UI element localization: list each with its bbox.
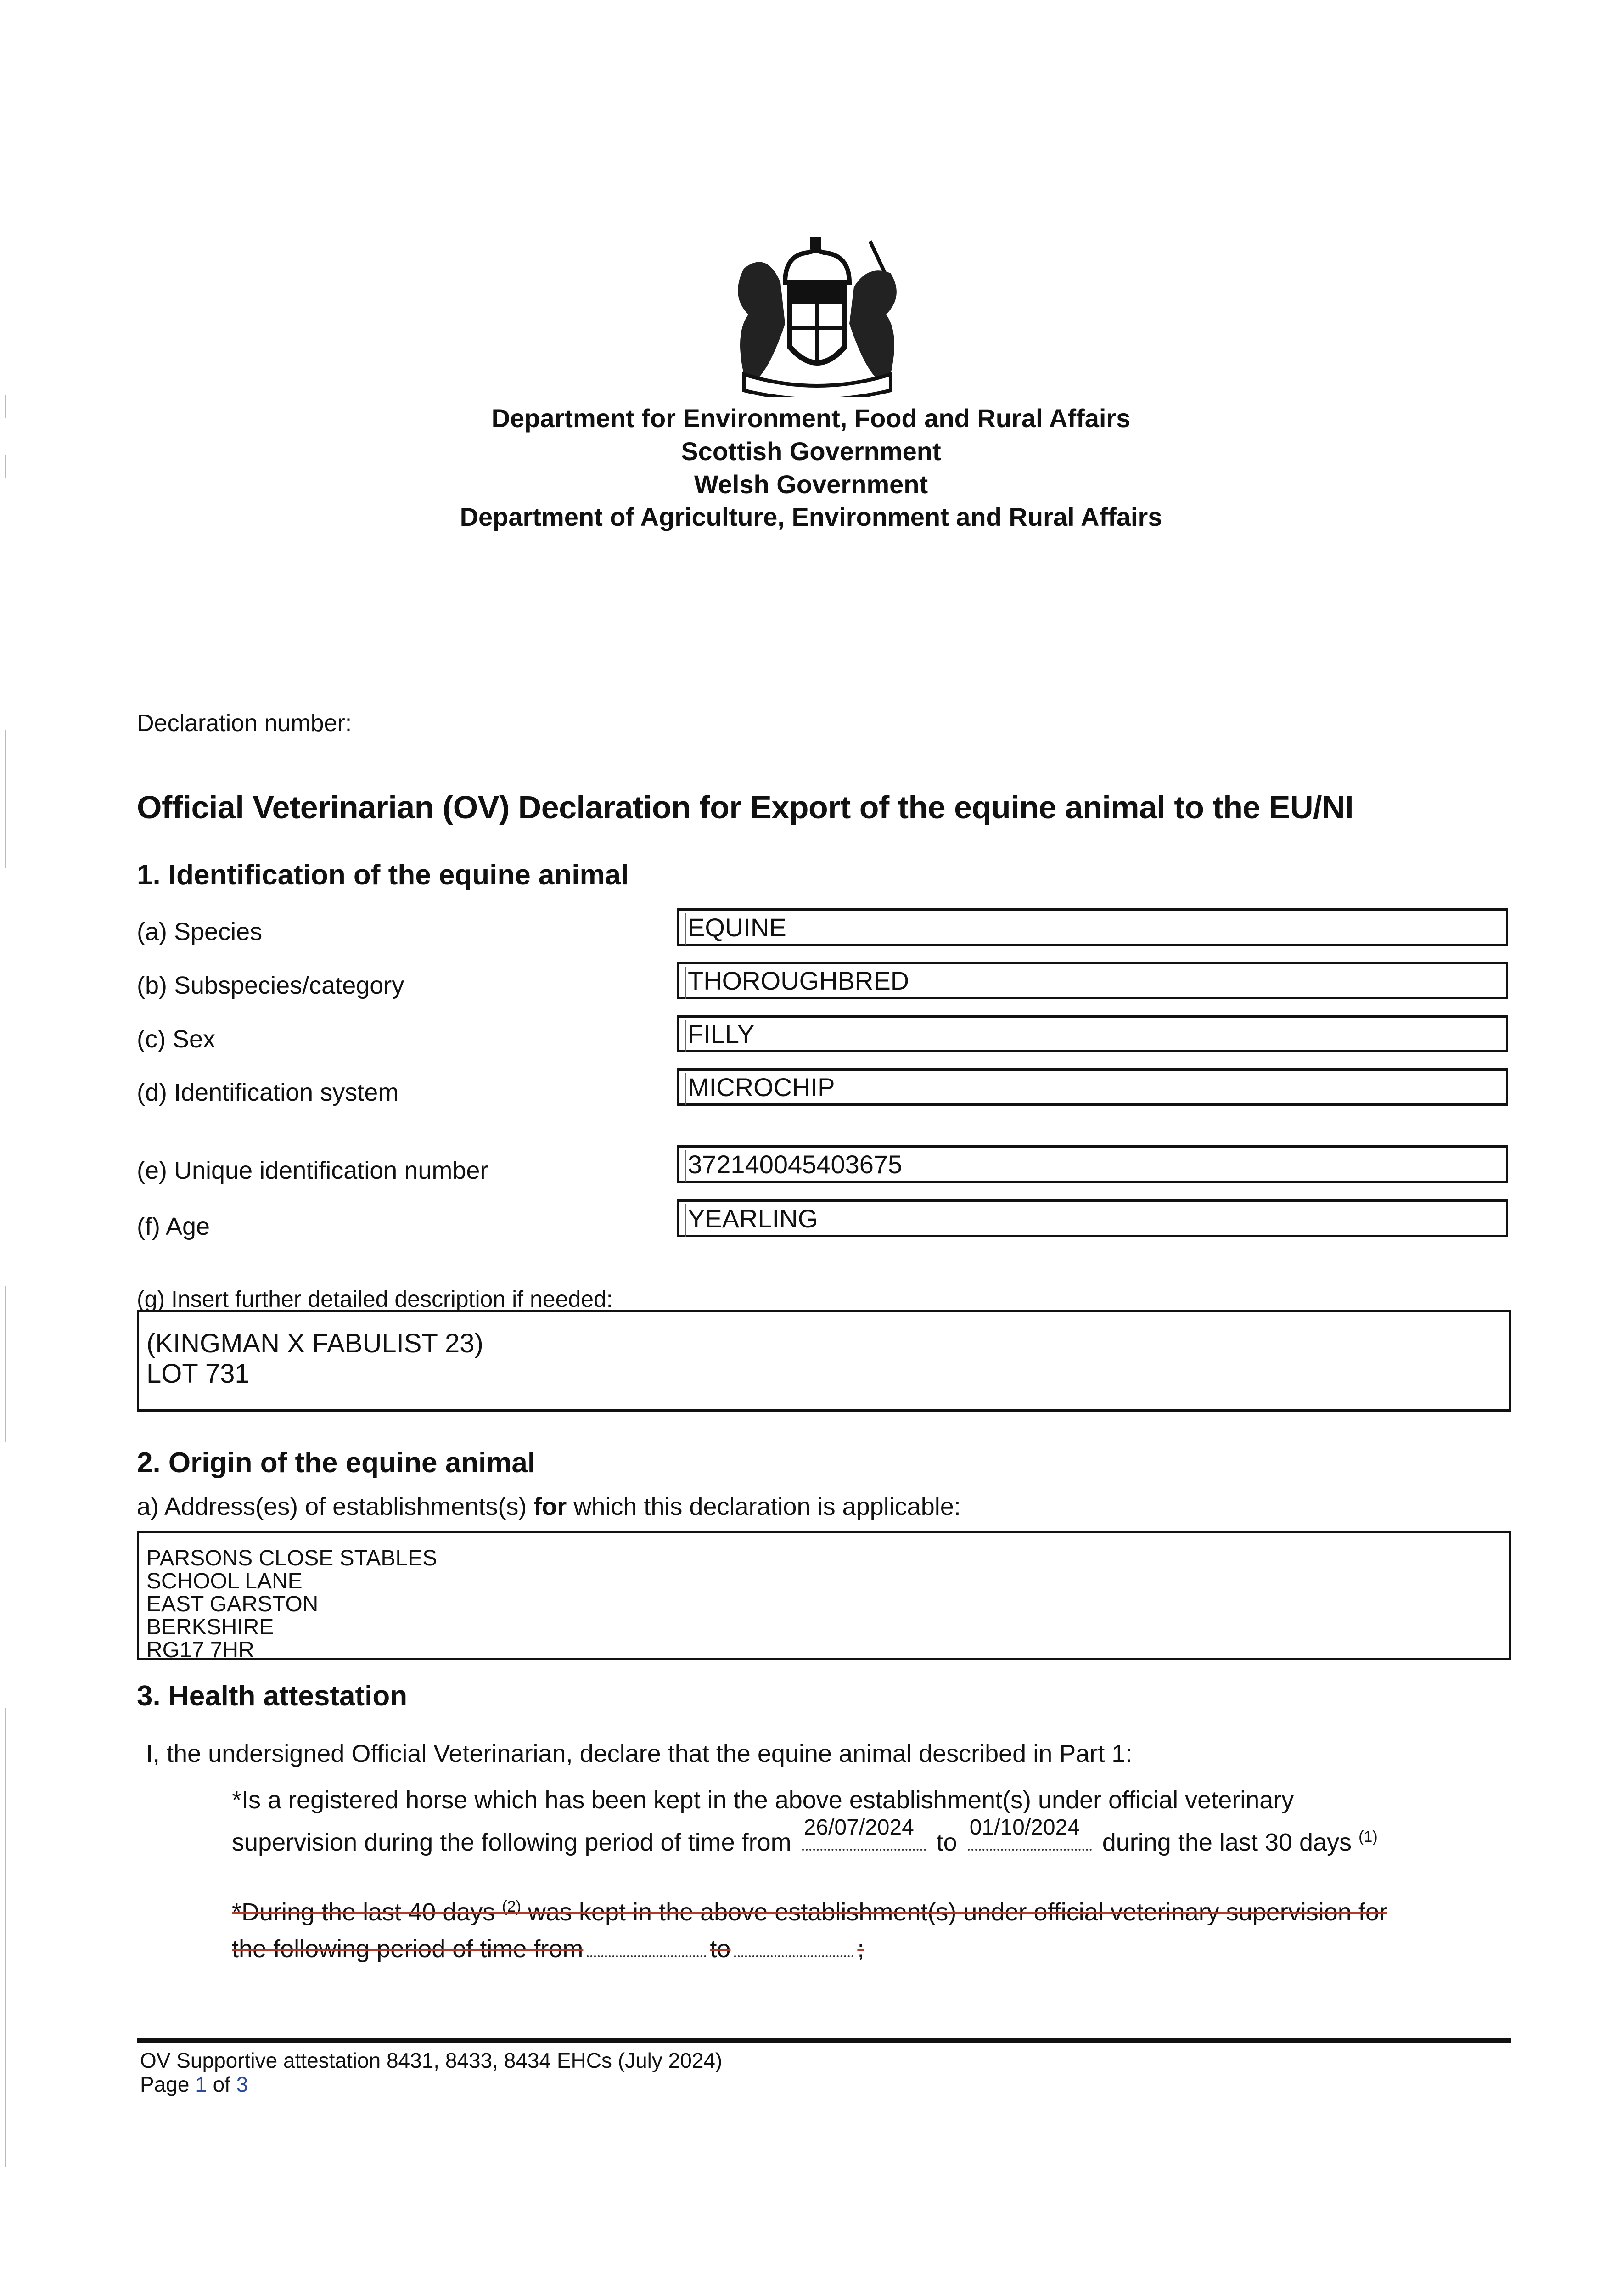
period-text: supervision during the following period of time from bbox=[232, 1829, 791, 1856]
species-field[interactable] bbox=[677, 908, 1508, 946]
date-to-field[interactable] bbox=[968, 1815, 1092, 1851]
address-line: EAST GARSTON bbox=[146, 1592, 319, 1616]
struck-text: was kept in the above establishment(s) under official veterinary supervision for bbox=[528, 1898, 1387, 1926]
royal-coat-of-arms-icon bbox=[716, 232, 918, 397]
footer-divider bbox=[137, 2038, 1511, 2043]
department-daera: Department of Agriculture, Environment and Rural Affairs bbox=[460, 502, 1162, 531]
page-total: 3 bbox=[236, 2072, 248, 2096]
sex-label: (c) Sex bbox=[137, 1025, 216, 1053]
address-line: SCHOOL LANE bbox=[146, 1569, 303, 1593]
department-welsh-government: Welsh Government bbox=[694, 470, 928, 499]
description-label: (g) Insert further detailed description if needed: bbox=[137, 1286, 613, 1312]
species-value: EQUINE bbox=[688, 913, 786, 942]
unique-id-label: (e) Unique identification number bbox=[137, 1157, 488, 1184]
address-field[interactable] bbox=[137, 1531, 1511, 1660]
address-label-bold: for bbox=[533, 1493, 567, 1520]
address-label bbox=[137, 1492, 961, 1521]
date-from-value: 26/07/2024 bbox=[803, 1815, 914, 1840]
identification-system-value: MICROCHIP bbox=[688, 1073, 835, 1102]
subspecies-field[interactable] bbox=[677, 962, 1508, 999]
address-label-prefix: a) Address(es) of establishments(s) bbox=[137, 1493, 534, 1520]
attestation-line-2 bbox=[232, 1815, 1517, 1861]
section-3-heading: 3. Health attestation bbox=[137, 1680, 408, 1712]
scan-artifact bbox=[5, 1708, 6, 2167]
struck-to-text: to bbox=[710, 1935, 731, 1963]
text-cursor bbox=[685, 967, 686, 999]
text-cursor bbox=[685, 1020, 686, 1052]
address-line: RG17 7HR bbox=[146, 1638, 254, 1662]
department-defra: Department for Environment, Food and Rural Affairs bbox=[491, 404, 1131, 433]
description-field[interactable] bbox=[137, 1310, 1511, 1412]
subspecies-value: THOROUGHBRED bbox=[688, 966, 909, 995]
text-cursor bbox=[685, 1150, 686, 1182]
unique-id-field[interactable] bbox=[677, 1145, 1508, 1183]
page-title: Official Veterinarian (OV) Declaration for Export of the equine animal to the EU/NI bbox=[137, 789, 1354, 825]
struck-date-from-field bbox=[587, 1955, 706, 1957]
page-of: of bbox=[213, 2072, 230, 2096]
footnote-1: (1) bbox=[1358, 1828, 1378, 1846]
attestation-line-1: *Is a registered horse which has been kept in the above establishment(s) under official veterinary bbox=[232, 1786, 1294, 1814]
unique-id-value: 372140045403675 bbox=[688, 1150, 903, 1179]
address-label-suffix: which this declaration is applicable: bbox=[567, 1493, 961, 1520]
struck-text: the following period of time from bbox=[232, 1935, 584, 1963]
age-value: YEARLING bbox=[688, 1204, 818, 1233]
section-1-heading: 1. Identification of the equine animal bbox=[137, 859, 629, 891]
section-2-heading: 2. Origin of the equine animal bbox=[137, 1447, 536, 1479]
scan-artifact bbox=[5, 1286, 6, 1442]
declaration-number-label: Declaration number: bbox=[137, 710, 352, 737]
scan-artifact bbox=[5, 730, 6, 868]
address-line: PARSONS CLOSE STABLES bbox=[146, 1546, 438, 1570]
sex-value: FILLY bbox=[688, 1019, 755, 1048]
page-current: 1 bbox=[195, 2072, 207, 2096]
subspecies-label: (b) Subspecies/category bbox=[137, 972, 404, 999]
department-scottish-government: Scottish Government bbox=[681, 437, 941, 466]
attestation-paragraph-1 bbox=[232, 1782, 1517, 1861]
struck-end: ; bbox=[857, 1935, 864, 1963]
text-cursor bbox=[685, 1204, 686, 1237]
scan-artifact bbox=[5, 455, 6, 478]
struck-line-1 bbox=[232, 1888, 1499, 1930]
page-number bbox=[140, 2072, 248, 2097]
description-line: (KINGMAN X FABULIST 23) bbox=[146, 1328, 483, 1358]
last-30-days-text: during the last 30 days bbox=[1102, 1829, 1352, 1856]
species-label: (a) Species bbox=[137, 918, 263, 945]
struck-line-2 bbox=[232, 1930, 1499, 1967]
attestation-intro: I, the undersigned Official Veterinarian, declare that the equine animal described in Part 1: bbox=[146, 1740, 1133, 1767]
to-text: to bbox=[936, 1829, 957, 1856]
footer-form-reference: OV Supportive attestation 8431, 8433, 8434 EHCs (July 2024) bbox=[140, 2048, 723, 2072]
scan-artifact bbox=[5, 395, 6, 418]
struck-text: *During the last 40 days bbox=[232, 1898, 495, 1926]
address-line: BERKSHIRE bbox=[146, 1615, 274, 1639]
sex-field[interactable] bbox=[677, 1015, 1508, 1052]
identification-system-field[interactable] bbox=[677, 1068, 1508, 1106]
text-cursor bbox=[685, 913, 686, 945]
attestation-paragraph-2-struck bbox=[232, 1888, 1499, 1967]
description-line: LOT 731 bbox=[146, 1359, 250, 1389]
struck-date-to-field bbox=[734, 1955, 853, 1957]
text-cursor bbox=[685, 1073, 686, 1105]
age-label: (f) Age bbox=[137, 1213, 210, 1240]
date-to-value: 01/10/2024 bbox=[969, 1815, 1080, 1840]
page-prefix: Page bbox=[140, 2072, 190, 2096]
identification-system-label: (d) Identification system bbox=[137, 1079, 399, 1106]
date-from-field[interactable] bbox=[802, 1815, 926, 1851]
footnote-2: (2) bbox=[502, 1898, 521, 1915]
age-field[interactable] bbox=[677, 1199, 1508, 1237]
